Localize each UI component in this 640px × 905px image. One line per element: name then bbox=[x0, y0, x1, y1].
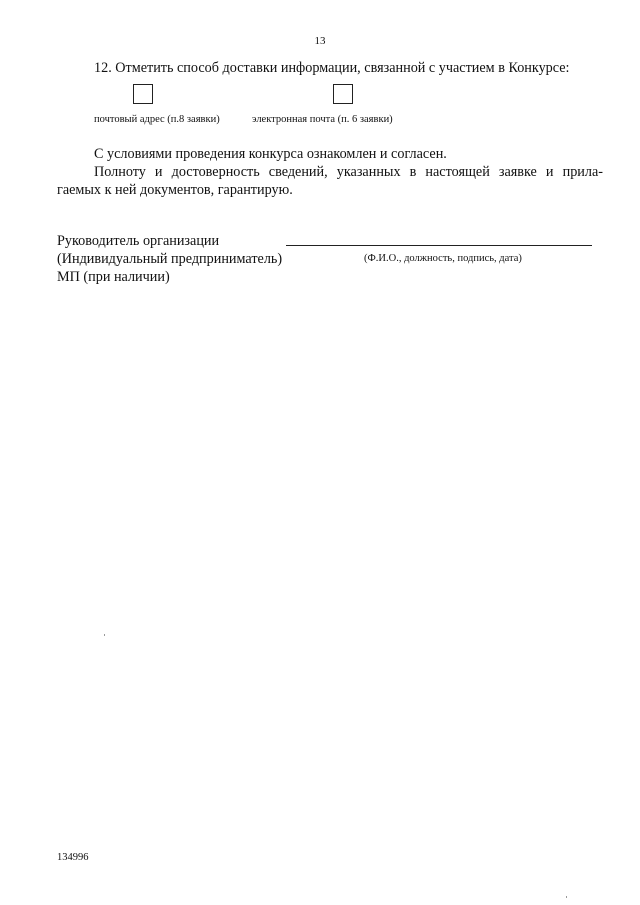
signature-caption: (Ф.И.О., должность, подпись, дата) bbox=[364, 253, 522, 264]
email-checkbox[interactable] bbox=[333, 84, 353, 104]
stamp-note: МП (при наличии) bbox=[57, 269, 170, 285]
delivery-method-question: 12. Отметить способ доставки информации, связанной с участием в Конкурсе: bbox=[94, 60, 570, 76]
signature-line[interactable] bbox=[286, 245, 592, 246]
signatory-subtitle: (Индивидуальный предприниматель) bbox=[57, 251, 283, 267]
scan-speck bbox=[104, 634, 105, 636]
postal-address-label: почтовый адрес (п.8 заявки) bbox=[94, 114, 220, 125]
agreement-statement: С условиями проведения конкурса ознакомлен и согласен. bbox=[94, 146, 447, 162]
document-code: 134996 bbox=[57, 852, 89, 863]
email-label: электронная почта (п. 6 заявки) bbox=[252, 114, 393, 125]
scan-speck bbox=[566, 896, 567, 898]
accuracy-statement-line1: Полноту и достоверность сведений, указанных в настоящей заявке и прила- bbox=[94, 164, 603, 180]
postal-address-checkbox[interactable] bbox=[133, 84, 153, 104]
page-number: 13 bbox=[314, 35, 326, 47]
accuracy-statement-line2: гаемых к ней документов, гарантирую. bbox=[57, 182, 293, 198]
signatory-title: Руководитель организации bbox=[57, 233, 220, 249]
